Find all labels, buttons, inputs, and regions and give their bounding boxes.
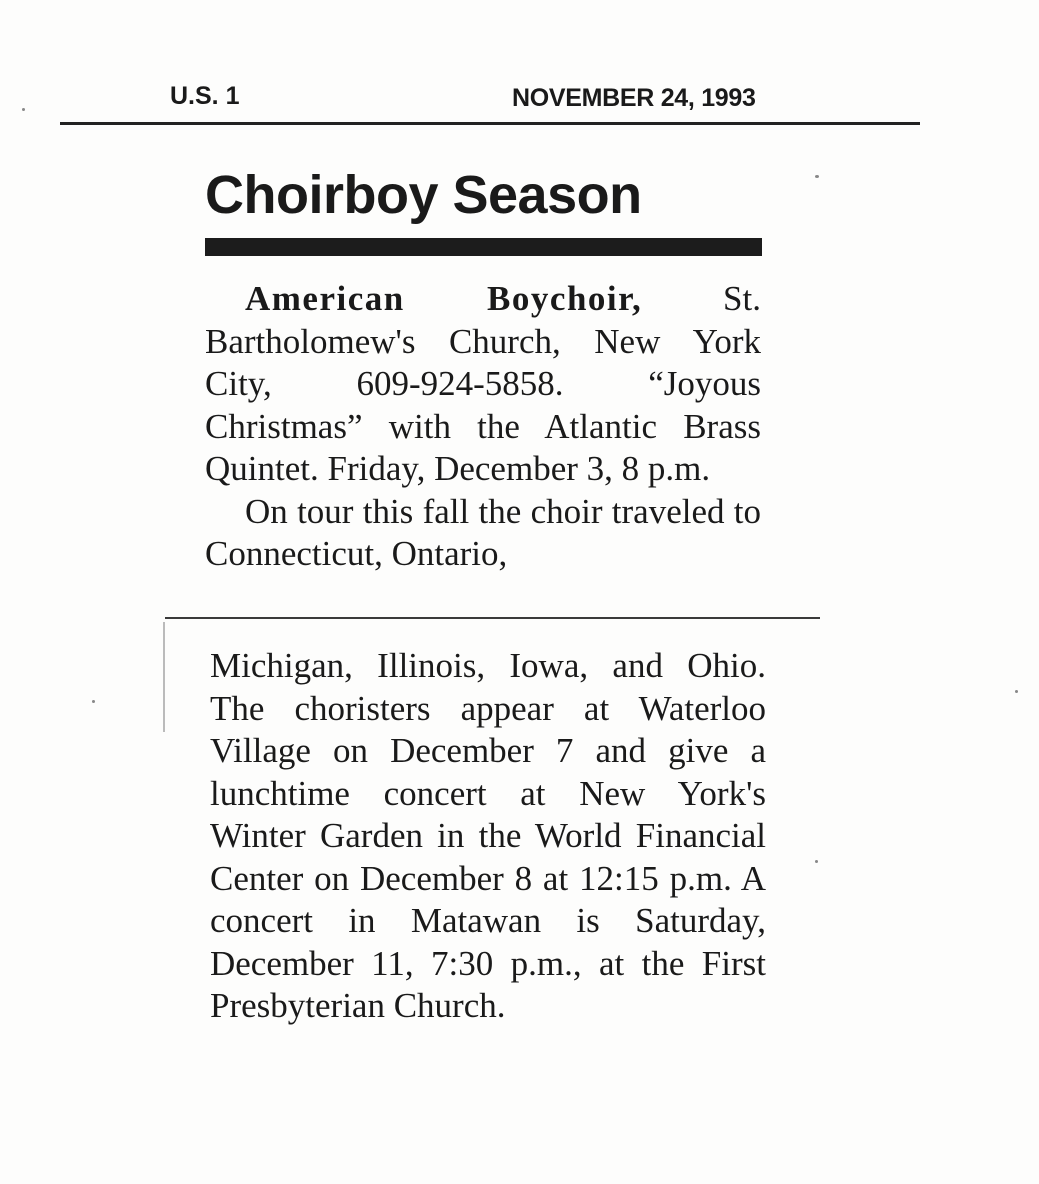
article-column-upper — [205, 278, 761, 576]
publication-name: U.S. 1 — [170, 82, 240, 110]
scan-speck — [92, 700, 95, 703]
scan-speck — [1015, 690, 1018, 693]
article-paragraph-1 — [205, 278, 761, 491]
article-column-lower — [210, 645, 766, 1028]
scan-speck — [22, 108, 25, 111]
scan-speck — [815, 175, 819, 178]
publication-date: NOVEMBER 24, 1993 — [512, 84, 756, 112]
scan-speck — [815, 860, 818, 863]
article-headline: Choirboy Season — [205, 165, 642, 225]
masthead — [60, 78, 920, 126]
clipping-edge-mark — [163, 622, 165, 732]
lead-name: American Boychoir, — [245, 279, 643, 318]
clipping-cut-line — [165, 617, 820, 619]
headline-bar — [205, 238, 762, 256]
masthead-rule — [60, 122, 920, 125]
article-paragraph-2-continued: Michigan, Illinois, Iowa, and Ohio. The choristers appear at Waterloo Village on December 7 and give a lunchtime concert at New York's Winter Garden in the World Financial Center on December 8 at 12:15 p.m. A concert in Matawan is Saturday, December 11, 7:30 p.m., at the First Presbyterian Church. — [210, 646, 766, 1025]
paragraph-1-text: St. Bartholomew's Church, New York City, 609-924-5858. “Joyous Christmas” with the Atlantic Brass Quintet. Friday, December 3, 8 p.m. — [205, 279, 761, 488]
article-paragraph-2-start: On tour this fall the choir traveled to Connecticut, Ontario, — [205, 491, 761, 573]
